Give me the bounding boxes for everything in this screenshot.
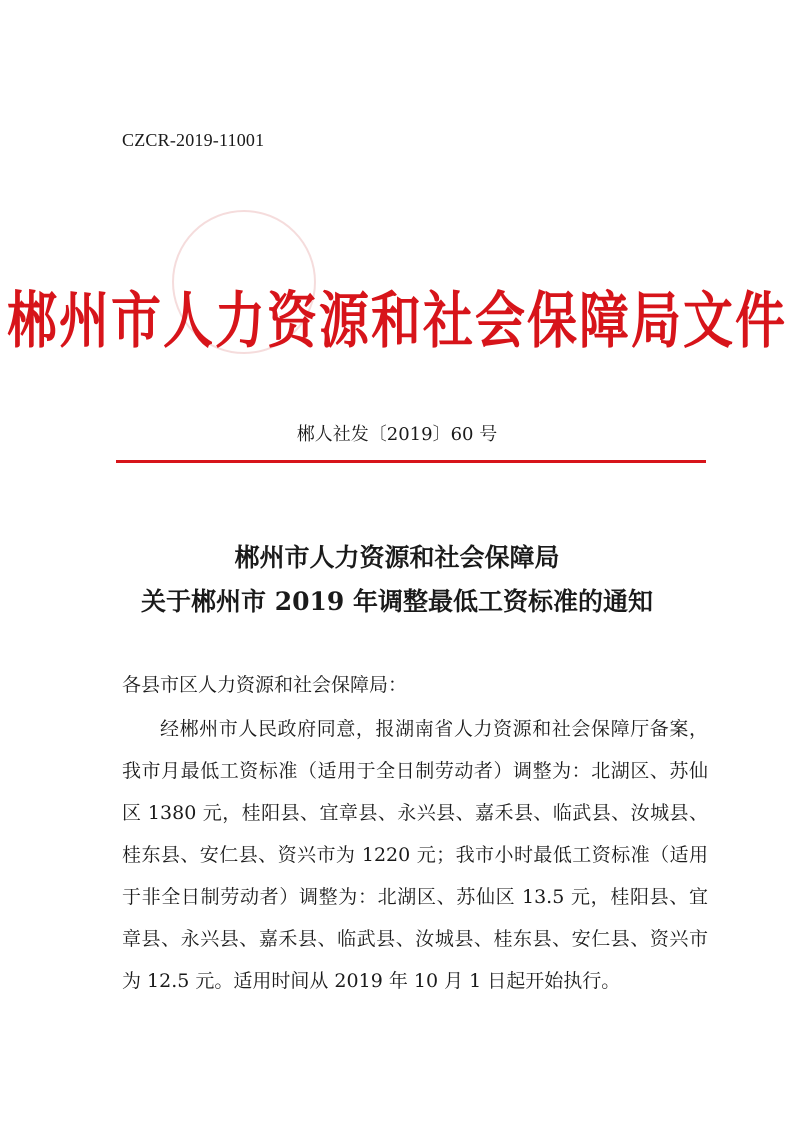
issuer-header-title: 郴州市人力资源和社会保障局文件 [7,285,787,357]
red-separator-line [116,460,706,463]
notice-title-line-1: 郴州市人力资源和社会保障局 [234,543,560,572]
salutation: 各县市区人力资源和社会保障局： [122,674,408,696]
body-paragraph: 经郴州市人民政府同意，报湖南省人力资源和社会保障厅备案，我市月最低工资标准（适用于全日制劳动者）调整为：北湖区、苏仙区 1380 元，桂阳县、宜章县、永兴县、嘉禾县、临武县、汝城县、桂东县、安仁县、资兴市为 1220 元；我市小时最低工资标准（适用于非全日制劳动者）调整为：北湖区、苏仙区 13.5 元，桂阳县、宜章县、永兴县、嘉禾县、临武县、汝城县、桂东县、安仁县、资兴市为 12.5 元。适用时间从 2019 年 10 月 1 日起开始执行。 [122,718,708,992]
notice-title-line-2: 关于郴州市 2019 年调整最低工资标准的通知 [141,587,653,616]
document-code: CZCR-2019-11001 [122,130,265,150]
notice-title [0,536,794,624]
document-number: 郴人社发〔2019〕60 号 [296,424,498,445]
